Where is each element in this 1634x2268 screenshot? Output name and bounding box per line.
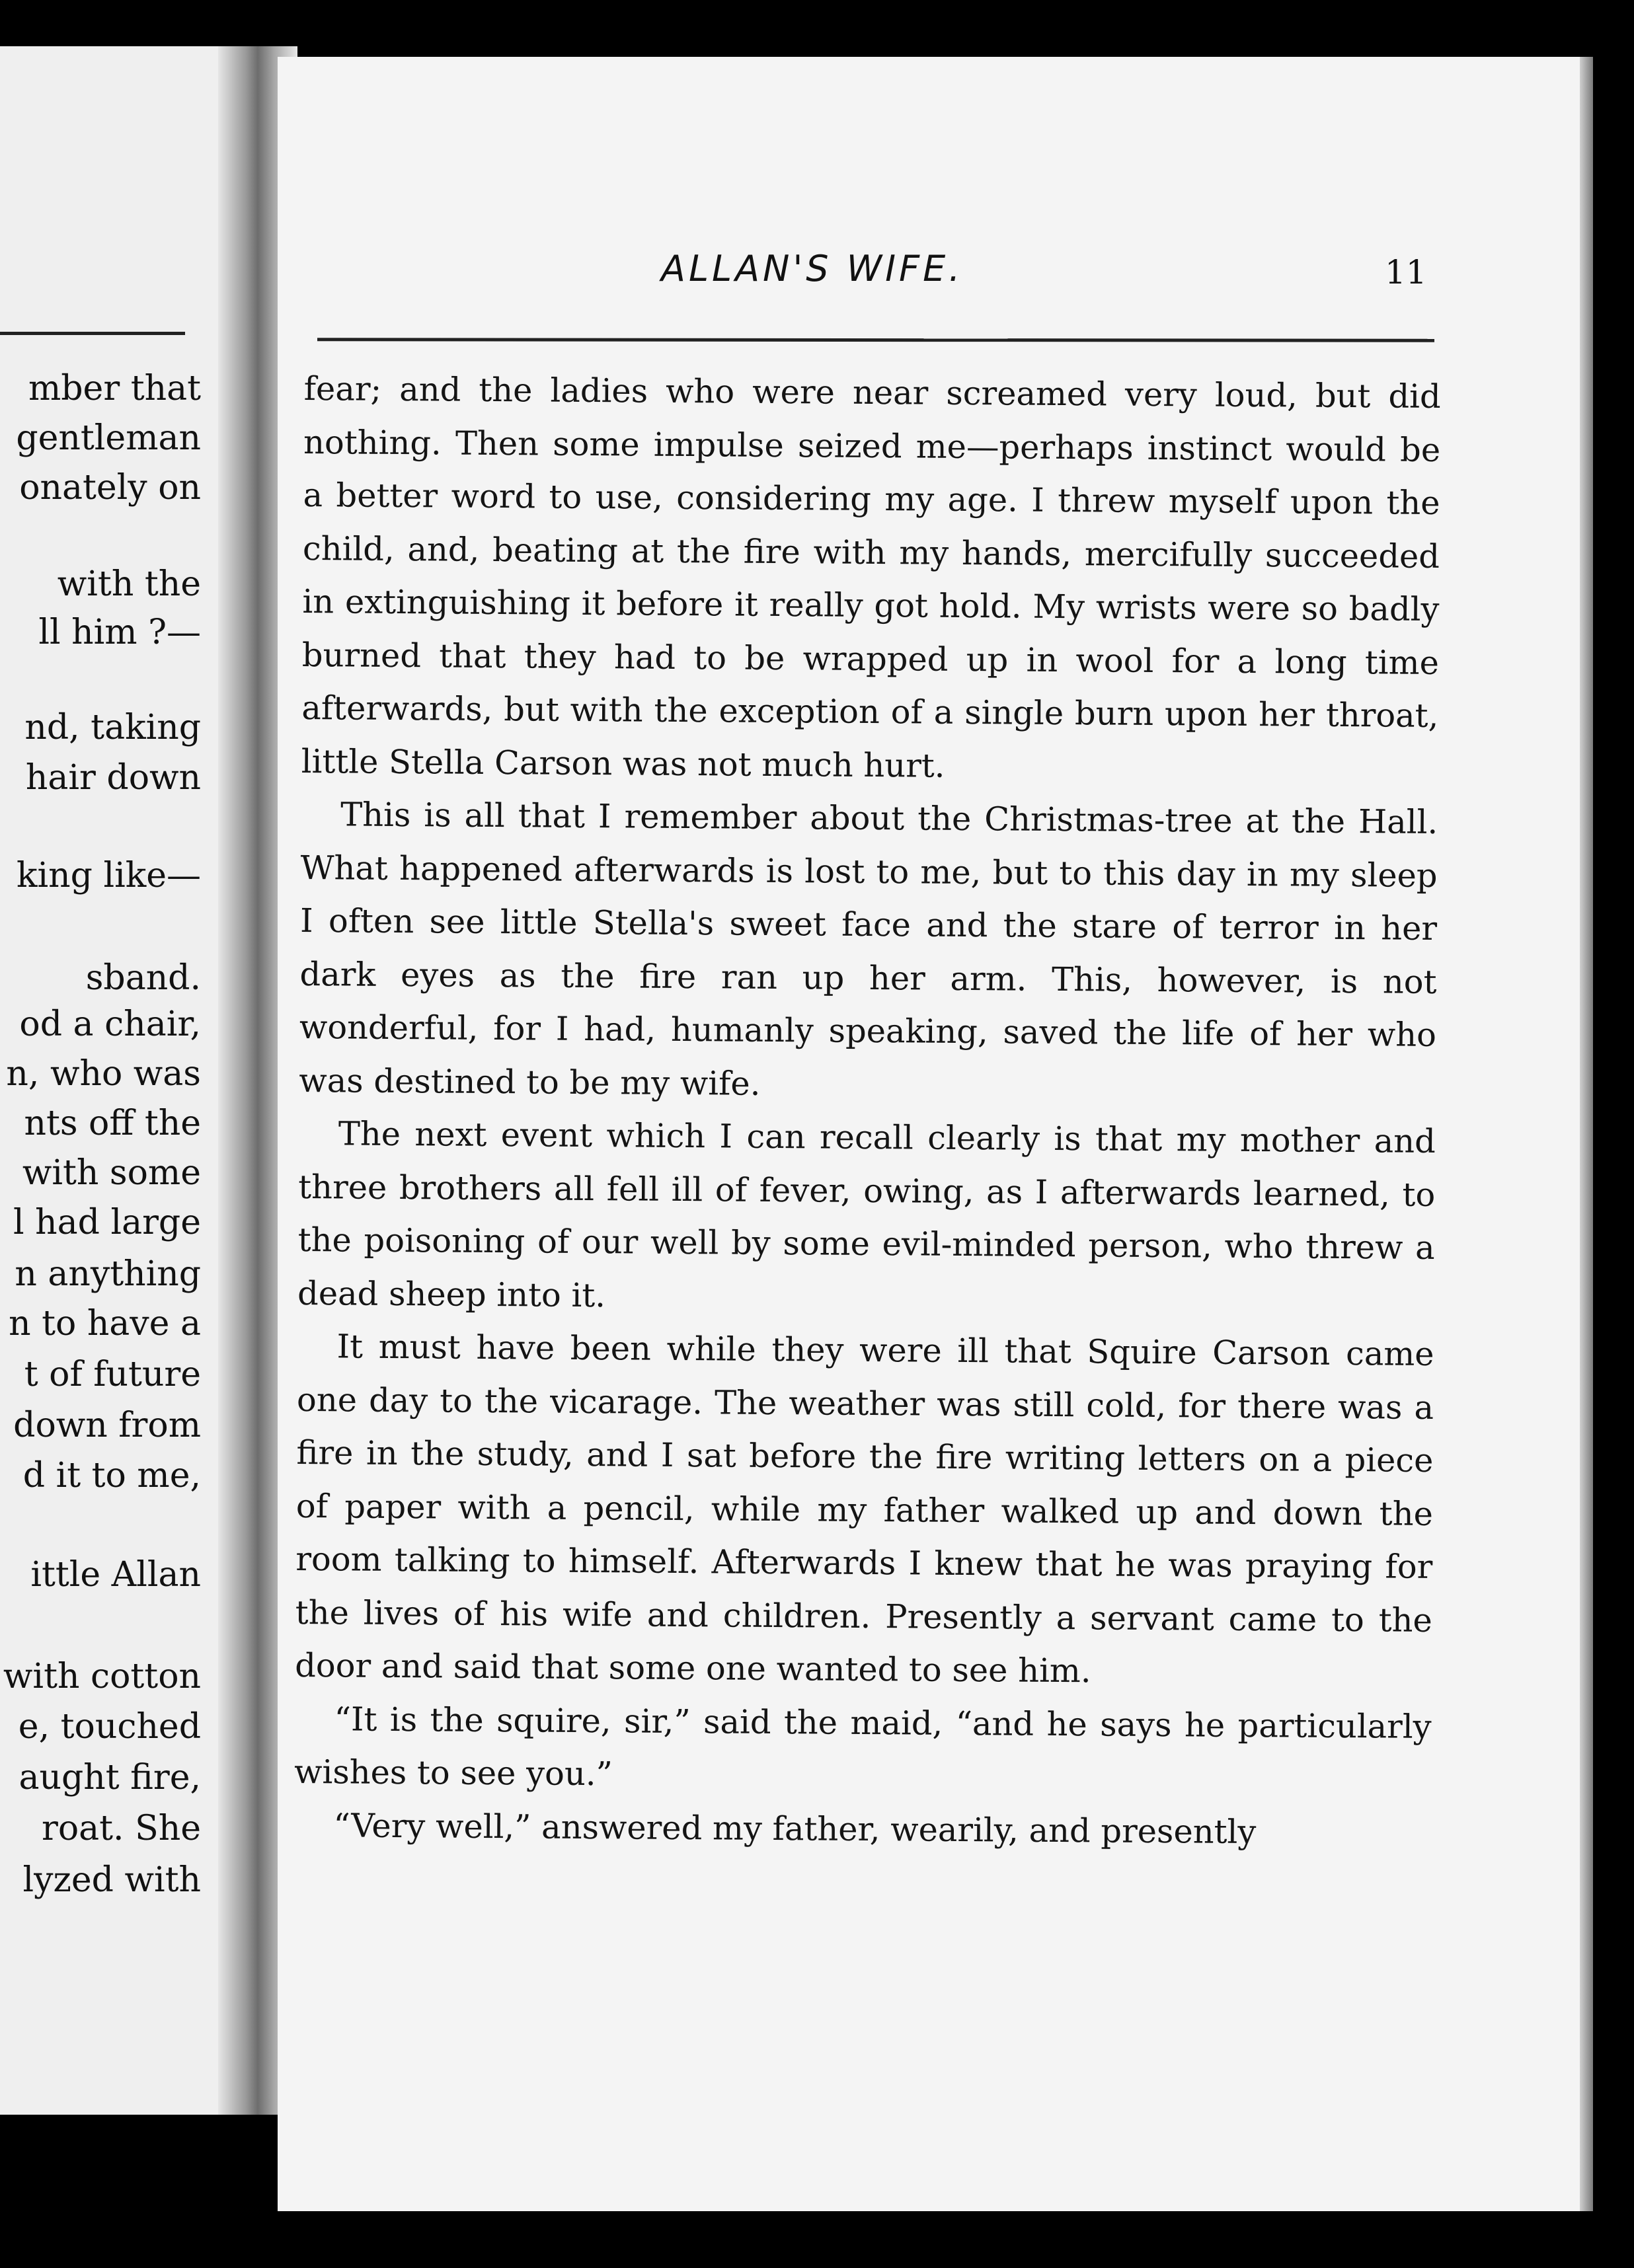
left-page-line: nd, taking [24,708,201,747]
left-page-line: gentleman [16,418,201,458]
left-page-line: n anything [15,1254,201,1294]
paragraph: It must have been while they were ill that Squire Carson came one day to the vicarage. The weather was still cold, for there was a fire in the study, and I sat before the fire writing letters on a piece of paper with a pencil, while my father walked up and down the room talking to himself. Afterwards I knew that he was praying for the lives of his wife and children. Presently a servant came to the door and said that some one wanted to see him. [295,1327,1434,1690]
paragraph: The next event which I can recall clearly is that my mother and three brothers all fell ill of fever, owing, as I afterwards learned, to the poisoning of our well by some evil-minded person, who threw a dead sheep into it. [297,1114,1436,1314]
left-page-line: n, who was [6,1054,201,1094]
left-page-line: down from [13,1406,201,1445]
left-page-line: t of future [24,1355,201,1394]
left-page-line: mber that [28,369,201,408]
left-page-line: nts off the [24,1104,201,1143]
left-page-line: with cotton [3,1657,201,1696]
left-page-line: n to have a [9,1304,201,1343]
paragraph: “Very well,” answered my father, wearily, and presently [333,1805,1257,1851]
left-page-line: roat. She [41,1809,201,1848]
left-page-line: onately on [19,468,201,508]
paragraph: fear; and the ladies who were near screamed very loud, but did nothing. Then some impulse seized me—perhaps instinct would be a better word to use, considering my age. I threw myself upon the child, and, beating at the fire with my hands, mercifully succeeded in extinguishing it before it really got hold. My wrists were so badly burned that they had to be wrapped up in wool for a long time afterwards, but with the exception of a single burn upon her throat, little Stella Carson was not much hurt. [301,369,1441,785]
left-page-line: with the [57,564,201,604]
left-page-line: ll him ?— [38,613,201,652]
left-page-line: lyzed with [22,1860,201,1900]
left-page-line: hair down [25,758,201,798]
left-page-line: od a chair, [19,1004,201,1044]
left-page-line: d it to me, [22,1456,201,1495]
left-page-line: sband. [85,958,201,998]
running-head: ALLAN'S WIFE. [661,248,964,289]
left-page-line: aught fire, [19,1758,201,1797]
left-page-line: e, touched [18,1707,201,1747]
left-page-line: king like— [17,856,201,895]
left-header-rule [0,332,185,335]
left-page-line: ittle Allan [30,1555,201,1595]
page-number: 11 [1385,253,1427,291]
left-page-line: l had large [13,1203,201,1242]
paragraph: This is all that I remember about the Christmas-tree at the Hall. What happened afterwards is lost to me, but to this day in my sleep I often see little Stella's sweet face and the stare of terror in her dark eyes as the fire ran up her arm. This, however, is not wonderful, for I had, humanly speaking, saved the life of her who was destined to be my wife. [299,795,1438,1103]
paragraph: “It is the squire, sir,” said the maid, “and he says he particularly wishes to see you.” [293,1699,1432,1794]
page-edge [1580,57,1593,2211]
body-text [293,362,1441,1860]
left-page-line: with some [22,1153,201,1193]
